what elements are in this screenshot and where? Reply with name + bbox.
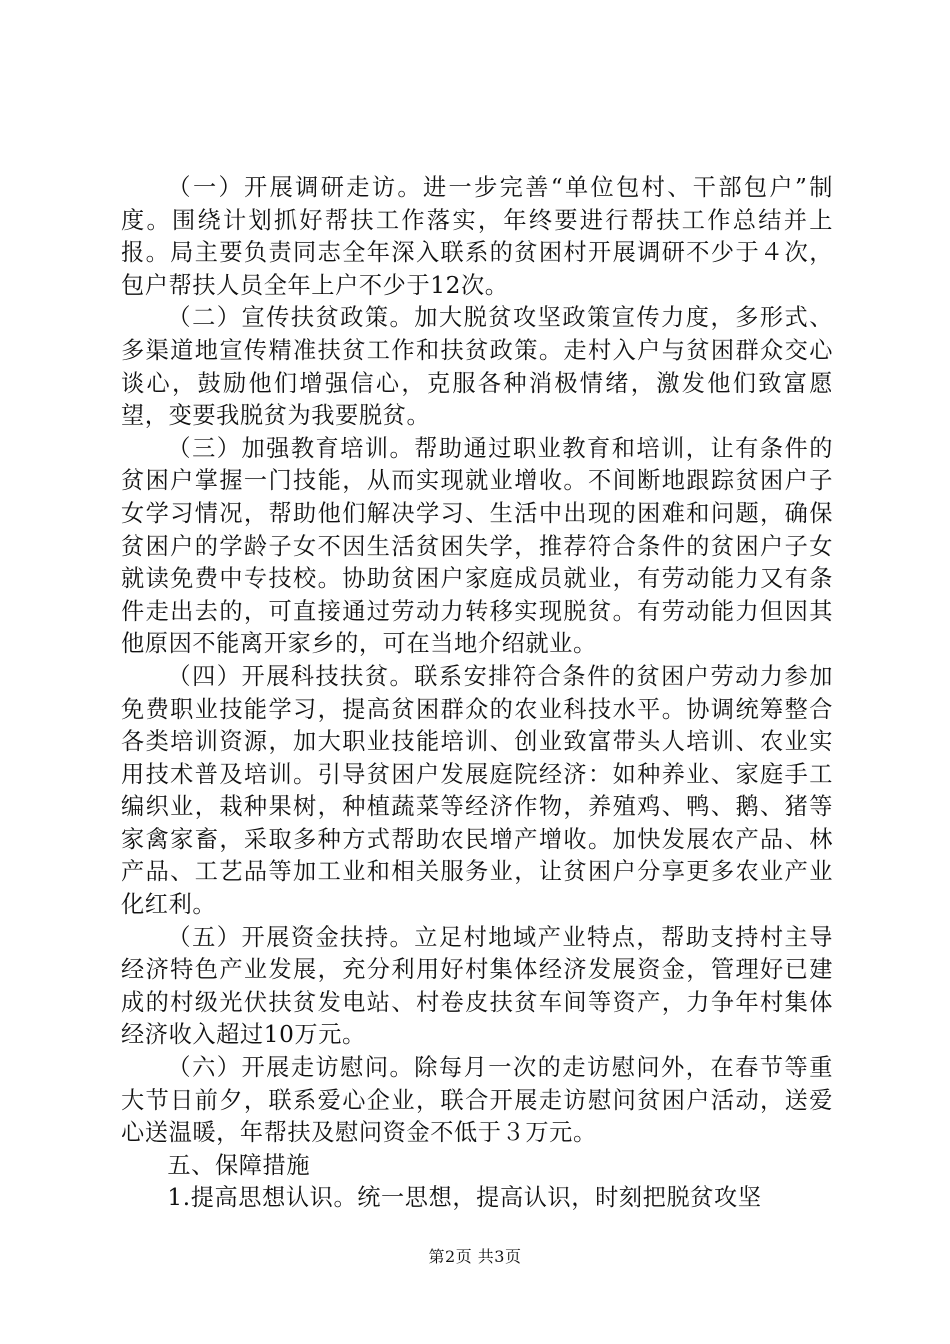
paragraph-7: 1.提高思想认识。统一思想，提高认识，时刻把脱贫攻坚: [167, 1184, 762, 1212]
paragraph-6: （六）开展走访慰问。除每月一次的走访慰问外，在春节等重大节日前夕，联系爱心企业，联合开展走访慰问贫困户活动，送爱心送温暖，年帮扶及慰问资金不低于３万元。: [121, 1054, 833, 1147]
section-heading: 五、保障措施: [167, 1151, 311, 1179]
document-body: [121, 172, 833, 1215]
paragraph-4: （四）开展科技扶贫。联系安排符合条件的贫困户劳动力参加免费职业技能学习，提高贫困群众的农业科技水平。协调统筹整合各类培训资源，加大职业技能培训、创业致富带头人培训、农业实用技术普及培训。引导贫困户发展庭院经济：如种养业、家庭手工编织业，栽种果树，种植蔬菜等经济作物，养殖鸡、鸭、鹅、猪等家禽家畜，采取多种方式帮助农民增产增收。加快发展农产品、林产品、工艺品等加工业和相关服务业，让贫困户分享更多农业产业化红利。: [121, 662, 833, 919]
paragraph-3: （三）加强教育培训。帮助通过职业教育和培训，让有条件的贫困户掌握一门技能，从而实现就业增收。不间断地跟踪贫困户子女学习情况，帮助他们解决学习、生活中出现的困难和问题，确保贫困户的学龄子女不因生活贫困失学，推荐符合条件的贫困户子女就读免费中专技校。协助贫困户家庭成员就业，有劳动能力又有条件走出去的，可直接通过劳动力转移实现脱贫。有劳动能力但因其他原因不能离开家乡的，可在当地介绍就业。: [121, 434, 833, 658]
paragraph-1: （一）开展调研走访。进一步完善“单位包村、干部包户”制度。围绕计划抓好帮扶工作落实，年终要进行帮扶工作总结并上报。局主要负责同志全年深入联系的贫困村开展调研不少于４次，包户帮扶人员全年上户不少于12次。: [121, 174, 833, 299]
paragraph-5: （五）开展资金扶持。立足村地域产业特点，帮助支持村主导经济特色产业发展，充分利用好村集体经济发展资金，管理好已建成的村级光伏扶贫发电站、村卷皮扶贫车间等资产，力争年村集体经济收入超过10万元。: [121, 923, 833, 1049]
page-footer: 第2页 共3页: [428, 1247, 522, 1266]
paragraph-2: （二）宣传扶贫政策。加大脱贫攻坚政策宣传力度，多形式、多渠道地宣传精准扶贫工作和扶贫政策。走村入户与贫困群众交心谈心，鼓励他们增强信心，克服各种消极情绪，激发他们致富愿望，变要我脱贫为我要脱贫。: [121, 304, 833, 430]
